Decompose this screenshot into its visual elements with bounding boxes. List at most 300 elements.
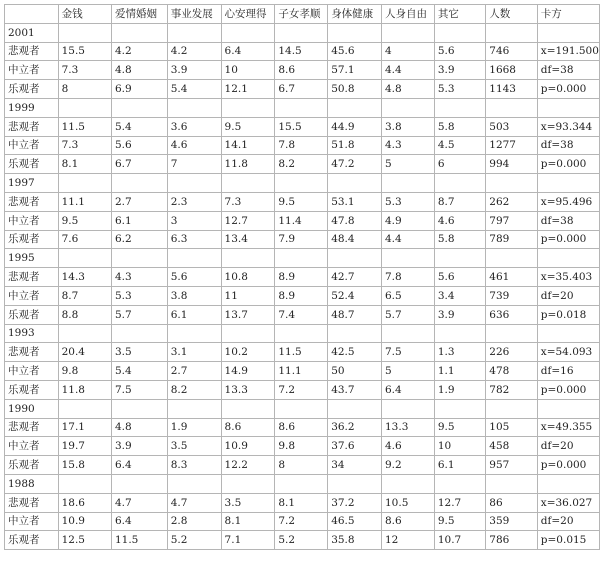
empty-cell bbox=[434, 399, 485, 418]
empty-cell bbox=[58, 23, 111, 42]
row-label: 乐观者 bbox=[5, 456, 59, 475]
table-cell: 47.2 bbox=[328, 155, 382, 174]
table-cell: 50.8 bbox=[328, 80, 382, 99]
empty-cell bbox=[167, 23, 221, 42]
table-cell: 5.4 bbox=[167, 80, 221, 99]
table-cell: df=20 bbox=[537, 437, 599, 456]
table-cell: 6 bbox=[434, 155, 485, 174]
empty-cell bbox=[328, 249, 382, 268]
table-cell: 2.8 bbox=[167, 512, 221, 531]
row-label: 中立者 bbox=[5, 211, 59, 230]
table-cell: 5 bbox=[382, 155, 435, 174]
table-row bbox=[5, 531, 600, 550]
table-cell: 3.9 bbox=[434, 61, 485, 80]
table-cell: 8.2 bbox=[167, 380, 221, 399]
table-cell: 10.8 bbox=[221, 268, 275, 287]
table-cell: df=38 bbox=[537, 211, 599, 230]
table-cell: 6.4 bbox=[111, 512, 167, 531]
table-cell: 15.5 bbox=[58, 42, 111, 61]
column-header: 人身自由 bbox=[382, 5, 435, 24]
table-cell: 9.5 bbox=[434, 512, 485, 531]
table-cell: 797 bbox=[486, 211, 538, 230]
table-cell: x=49.355 bbox=[537, 418, 599, 437]
table-row bbox=[5, 418, 600, 437]
table-cell: 4.3 bbox=[111, 268, 167, 287]
empty-cell bbox=[275, 474, 328, 493]
table-cell: 458 bbox=[486, 437, 538, 456]
table-cell: 3.6 bbox=[167, 117, 221, 136]
table-row bbox=[5, 305, 600, 324]
table-cell: 19.7 bbox=[58, 437, 111, 456]
table-cell: 6.9 bbox=[111, 80, 167, 99]
table-cell: 3.5 bbox=[167, 437, 221, 456]
table-cell: 636 bbox=[486, 305, 538, 324]
year-label: 1997 bbox=[5, 174, 59, 193]
table-cell: 7.5 bbox=[111, 380, 167, 399]
table-cell: 8.6 bbox=[221, 418, 275, 437]
empty-cell bbox=[221, 23, 275, 42]
table-row bbox=[5, 286, 600, 305]
table-cell: x=191.500 bbox=[537, 42, 599, 61]
empty-cell bbox=[537, 98, 599, 117]
column-header: 其它 bbox=[434, 5, 485, 24]
table-cell: 12.7 bbox=[221, 211, 275, 230]
table-cell: 2.7 bbox=[111, 192, 167, 211]
empty-cell bbox=[486, 324, 538, 343]
empty-cell bbox=[167, 399, 221, 418]
table-cell: x=35.403 bbox=[537, 268, 599, 287]
column-header: 爱情婚姻 bbox=[111, 5, 167, 24]
table-cell: 46.5 bbox=[328, 512, 382, 531]
table-cell: 8 bbox=[58, 80, 111, 99]
table-cell: 746 bbox=[486, 42, 538, 61]
table-cell: 14.1 bbox=[221, 136, 275, 155]
empty-cell bbox=[58, 98, 111, 117]
empty-cell bbox=[58, 174, 111, 193]
empty-cell bbox=[221, 174, 275, 193]
table-cell: 10.9 bbox=[58, 512, 111, 531]
table-row bbox=[5, 362, 600, 381]
year-label: 1995 bbox=[5, 249, 59, 268]
row-label: 中立者 bbox=[5, 362, 59, 381]
table-cell: p=0.018 bbox=[537, 305, 599, 324]
table-cell: 262 bbox=[486, 192, 538, 211]
table-cell: 10.7 bbox=[434, 531, 485, 550]
empty-cell bbox=[486, 249, 538, 268]
table-cell: 6.2 bbox=[111, 230, 167, 249]
table-cell: 5.6 bbox=[434, 268, 485, 287]
row-label: 悲观者 bbox=[5, 493, 59, 512]
table-cell: p=0.000 bbox=[537, 380, 599, 399]
table-row bbox=[5, 343, 600, 362]
table-cell: 11.5 bbox=[111, 531, 167, 550]
table-cell: 8.7 bbox=[58, 286, 111, 305]
table-cell: 7.5 bbox=[382, 343, 435, 362]
table-cell: 3.8 bbox=[167, 286, 221, 305]
table-cell: 57.1 bbox=[328, 61, 382, 80]
table-cell: df=38 bbox=[537, 136, 599, 155]
empty-cell bbox=[434, 174, 485, 193]
table-cell: 4.6 bbox=[382, 437, 435, 456]
table-cell: 5.8 bbox=[434, 117, 485, 136]
table-cell: p=0.000 bbox=[537, 230, 599, 249]
table-row bbox=[5, 192, 600, 211]
empty-cell bbox=[111, 324, 167, 343]
table-row bbox=[5, 230, 600, 249]
table-cell: 7.3 bbox=[58, 61, 111, 80]
empty-cell bbox=[328, 23, 382, 42]
column-header: 金钱 bbox=[58, 5, 111, 24]
table-cell: 4 bbox=[382, 42, 435, 61]
column-header: 卡方 bbox=[537, 5, 599, 24]
column-header: 人数 bbox=[486, 5, 538, 24]
empty-cell bbox=[221, 324, 275, 343]
empty-cell bbox=[434, 324, 485, 343]
year-label: 1988 bbox=[5, 474, 59, 493]
table-cell: 5.4 bbox=[111, 362, 167, 381]
year-row bbox=[5, 324, 600, 343]
table-cell: df=16 bbox=[537, 362, 599, 381]
table-cell: 5.4 bbox=[111, 117, 167, 136]
empty-cell bbox=[486, 399, 538, 418]
table-row bbox=[5, 380, 600, 399]
row-label: 悲观者 bbox=[5, 192, 59, 211]
table-cell: 5 bbox=[382, 362, 435, 381]
empty-cell bbox=[167, 249, 221, 268]
empty-cell bbox=[275, 399, 328, 418]
table-cell: 478 bbox=[486, 362, 538, 381]
table-cell: 4.8 bbox=[111, 61, 167, 80]
table-cell: 6.1 bbox=[111, 211, 167, 230]
table-cell: 10.5 bbox=[382, 493, 435, 512]
year-row bbox=[5, 23, 600, 42]
table-cell: 9.5 bbox=[58, 211, 111, 230]
row-label: 乐观者 bbox=[5, 305, 59, 324]
table-cell: 14.9 bbox=[221, 362, 275, 381]
year-row bbox=[5, 249, 600, 268]
empty-cell bbox=[221, 399, 275, 418]
table-cell: 3.5 bbox=[111, 343, 167, 362]
empty-cell bbox=[537, 399, 599, 418]
empty-cell bbox=[111, 98, 167, 117]
table-cell: 8.1 bbox=[275, 493, 328, 512]
table-cell: 4.6 bbox=[167, 136, 221, 155]
table-cell: 8.6 bbox=[382, 512, 435, 531]
table-cell: df=20 bbox=[537, 286, 599, 305]
table-cell: 53.1 bbox=[328, 192, 382, 211]
table-cell: 9.5 bbox=[221, 117, 275, 136]
table-cell: 1.1 bbox=[434, 362, 485, 381]
table-cell: 11.1 bbox=[275, 362, 328, 381]
table-cell: 9.5 bbox=[275, 192, 328, 211]
table-cell: x=95.496 bbox=[537, 192, 599, 211]
table-cell: 5.8 bbox=[434, 230, 485, 249]
table-cell: 5.2 bbox=[275, 531, 328, 550]
table-cell: 7.8 bbox=[275, 136, 328, 155]
table-row bbox=[5, 493, 600, 512]
empty-cell bbox=[275, 98, 328, 117]
table-cell: 10.9 bbox=[221, 437, 275, 456]
table-cell: 3.9 bbox=[111, 437, 167, 456]
empty-cell bbox=[328, 324, 382, 343]
table-cell: 6.4 bbox=[111, 456, 167, 475]
table-cell: 35.8 bbox=[328, 531, 382, 550]
column-header: 子女孝顺 bbox=[275, 5, 328, 24]
table-cell: 8.9 bbox=[275, 268, 328, 287]
empty-cell bbox=[111, 399, 167, 418]
table-body bbox=[5, 5, 600, 550]
table-cell: 7.3 bbox=[58, 136, 111, 155]
empty-cell bbox=[111, 23, 167, 42]
table-cell: 739 bbox=[486, 286, 538, 305]
row-label: 中立者 bbox=[5, 437, 59, 456]
table-cell: 105 bbox=[486, 418, 538, 437]
table-cell: 18.6 bbox=[58, 493, 111, 512]
table-cell: 4.2 bbox=[111, 42, 167, 61]
table-cell: 8.6 bbox=[275, 61, 328, 80]
table-cell: 9.8 bbox=[275, 437, 328, 456]
header-corner-cell bbox=[5, 5, 59, 24]
empty-cell bbox=[486, 23, 538, 42]
table-cell: 2.7 bbox=[167, 362, 221, 381]
empty-cell bbox=[382, 324, 435, 343]
empty-cell bbox=[167, 98, 221, 117]
empty-cell bbox=[537, 174, 599, 193]
table-cell: 1143 bbox=[486, 80, 538, 99]
table-cell: 9.8 bbox=[58, 362, 111, 381]
table-cell: 5.6 bbox=[167, 268, 221, 287]
table-cell: 3 bbox=[167, 211, 221, 230]
table-cell: p=0.015 bbox=[537, 531, 599, 550]
header-row bbox=[5, 5, 600, 24]
empty-cell bbox=[537, 324, 599, 343]
table-cell: 7.3 bbox=[221, 192, 275, 211]
table-cell: 7.9 bbox=[275, 230, 328, 249]
table-cell: 3.5 bbox=[221, 493, 275, 512]
table-cell: 36.2 bbox=[328, 418, 382, 437]
table-cell: 8.8 bbox=[58, 305, 111, 324]
empty-cell bbox=[58, 249, 111, 268]
empty-cell bbox=[486, 174, 538, 193]
table-cell: 15.8 bbox=[58, 456, 111, 475]
table-cell: 11.5 bbox=[58, 117, 111, 136]
year-label: 1999 bbox=[5, 98, 59, 117]
year-label: 1990 bbox=[5, 399, 59, 418]
table-cell: 14.5 bbox=[275, 42, 328, 61]
year-row bbox=[5, 474, 600, 493]
table-cell: 15.5 bbox=[275, 117, 328, 136]
table-cell: 3.4 bbox=[434, 286, 485, 305]
table-cell: 4.8 bbox=[382, 80, 435, 99]
empty-cell bbox=[328, 174, 382, 193]
empty-cell bbox=[111, 474, 167, 493]
table-cell: 10 bbox=[434, 437, 485, 456]
empty-cell bbox=[537, 249, 599, 268]
table-row bbox=[5, 155, 600, 174]
table-cell: 13.7 bbox=[221, 305, 275, 324]
table-cell: x=54.093 bbox=[537, 343, 599, 362]
table-cell: 4.7 bbox=[111, 493, 167, 512]
table-cell: 789 bbox=[486, 230, 538, 249]
year-row bbox=[5, 399, 600, 418]
column-header: 心安理得 bbox=[221, 5, 275, 24]
empty-cell bbox=[328, 474, 382, 493]
table-cell: 6.1 bbox=[434, 456, 485, 475]
table-cell: 4.5 bbox=[434, 136, 485, 155]
table-row bbox=[5, 80, 600, 99]
row-label: 乐观者 bbox=[5, 380, 59, 399]
table-cell: 5.6 bbox=[111, 136, 167, 155]
table-cell: 7.2 bbox=[275, 512, 328, 531]
table-cell: 42.5 bbox=[328, 343, 382, 362]
table-row bbox=[5, 437, 600, 456]
table-cell: 9.2 bbox=[382, 456, 435, 475]
table-cell: 10 bbox=[221, 61, 275, 80]
empty-cell bbox=[167, 474, 221, 493]
year-label: 2001 bbox=[5, 23, 59, 42]
table-cell: p=0.000 bbox=[537, 80, 599, 99]
table-cell: 6.5 bbox=[382, 286, 435, 305]
table-cell: 8.9 bbox=[275, 286, 328, 305]
table-cell: 10.2 bbox=[221, 343, 275, 362]
table-cell: 11.8 bbox=[221, 155, 275, 174]
year-row bbox=[5, 98, 600, 117]
table-cell: 4.4 bbox=[382, 61, 435, 80]
survey-table-container bbox=[4, 4, 600, 550]
empty-cell bbox=[111, 249, 167, 268]
table-cell: 44.9 bbox=[328, 117, 382, 136]
table-cell: 1668 bbox=[486, 61, 538, 80]
table-cell: 12.7 bbox=[434, 493, 485, 512]
table-cell: 5.2 bbox=[167, 531, 221, 550]
row-label: 悲观者 bbox=[5, 418, 59, 437]
empty-cell bbox=[275, 324, 328, 343]
table-cell: 4.4 bbox=[382, 230, 435, 249]
table-cell: 5.6 bbox=[434, 42, 485, 61]
table-cell: 4.2 bbox=[167, 42, 221, 61]
table-cell: 11.1 bbox=[58, 192, 111, 211]
table-row bbox=[5, 136, 600, 155]
empty-cell bbox=[58, 474, 111, 493]
row-label: 乐观者 bbox=[5, 531, 59, 550]
table-cell: 4.9 bbox=[382, 211, 435, 230]
table-cell: 782 bbox=[486, 380, 538, 399]
empty-cell bbox=[221, 249, 275, 268]
empty-cell bbox=[167, 324, 221, 343]
table-cell: 12.2 bbox=[221, 456, 275, 475]
table-cell: 17.1 bbox=[58, 418, 111, 437]
table-row bbox=[5, 512, 600, 531]
table-cell: 4.8 bbox=[111, 418, 167, 437]
table-cell: df=38 bbox=[537, 61, 599, 80]
table-cell: 8.1 bbox=[221, 512, 275, 531]
table-cell: 1277 bbox=[486, 136, 538, 155]
table-cell: 37.2 bbox=[328, 493, 382, 512]
row-label: 中立者 bbox=[5, 286, 59, 305]
table-cell: p=0.000 bbox=[537, 155, 599, 174]
table-cell: 11.4 bbox=[275, 211, 328, 230]
table-cell: 34 bbox=[328, 456, 382, 475]
row-label: 悲观者 bbox=[5, 42, 59, 61]
table-cell: 8.2 bbox=[275, 155, 328, 174]
table-cell: 11.5 bbox=[275, 343, 328, 362]
empty-cell bbox=[434, 474, 485, 493]
table-cell: 7.8 bbox=[382, 268, 435, 287]
table-row bbox=[5, 42, 600, 61]
table-cell: 86 bbox=[486, 493, 538, 512]
empty-cell bbox=[434, 23, 485, 42]
empty-cell bbox=[111, 174, 167, 193]
table-cell: 1.3 bbox=[434, 343, 485, 362]
row-label: 悲观者 bbox=[5, 268, 59, 287]
year-label: 1993 bbox=[5, 324, 59, 343]
table-cell: 4.6 bbox=[434, 211, 485, 230]
table-cell: 11.8 bbox=[58, 380, 111, 399]
empty-cell bbox=[537, 474, 599, 493]
empty-cell bbox=[328, 98, 382, 117]
table-cell: 12.5 bbox=[58, 531, 111, 550]
table-cell: 14.3 bbox=[58, 268, 111, 287]
table-cell: 7.6 bbox=[58, 230, 111, 249]
empty-cell bbox=[382, 174, 435, 193]
empty-cell bbox=[58, 324, 111, 343]
empty-cell bbox=[382, 23, 435, 42]
empty-cell bbox=[275, 23, 328, 42]
table-cell: 1.9 bbox=[167, 418, 221, 437]
row-label: 中立者 bbox=[5, 136, 59, 155]
empty-cell bbox=[58, 399, 111, 418]
table-cell: 20.4 bbox=[58, 343, 111, 362]
empty-cell bbox=[434, 249, 485, 268]
empty-cell bbox=[275, 249, 328, 268]
table-cell: 461 bbox=[486, 268, 538, 287]
table-cell: 9.5 bbox=[434, 418, 485, 437]
empty-cell bbox=[537, 23, 599, 42]
table-cell: 13.4 bbox=[221, 230, 275, 249]
table-row bbox=[5, 61, 600, 80]
table-cell: x=36.027 bbox=[537, 493, 599, 512]
table-cell: 48.7 bbox=[328, 305, 382, 324]
table-cell: 5.3 bbox=[111, 286, 167, 305]
row-label: 中立者 bbox=[5, 512, 59, 531]
year-row bbox=[5, 174, 600, 193]
table-cell: 48.4 bbox=[328, 230, 382, 249]
table-cell: 50 bbox=[328, 362, 382, 381]
table-cell: 7.2 bbox=[275, 380, 328, 399]
table-cell: 8.7 bbox=[434, 192, 485, 211]
empty-cell bbox=[382, 249, 435, 268]
table-cell: 7.1 bbox=[221, 531, 275, 550]
row-label: 乐观者 bbox=[5, 155, 59, 174]
table-cell: 6.1 bbox=[167, 305, 221, 324]
table-cell: 503 bbox=[486, 117, 538, 136]
table-cell: 4.7 bbox=[167, 493, 221, 512]
table-cell: 7 bbox=[167, 155, 221, 174]
table-cell: 3.9 bbox=[434, 305, 485, 324]
table-cell: 13.3 bbox=[221, 380, 275, 399]
table-row bbox=[5, 117, 600, 136]
table-cell: 226 bbox=[486, 343, 538, 362]
table-cell: 6.3 bbox=[167, 230, 221, 249]
empty-cell bbox=[221, 98, 275, 117]
table-cell: 45.6 bbox=[328, 42, 382, 61]
row-label: 乐观者 bbox=[5, 80, 59, 99]
table-cell: 8.1 bbox=[58, 155, 111, 174]
table-cell: 47.8 bbox=[328, 211, 382, 230]
table-row bbox=[5, 211, 600, 230]
table-cell: 3.8 bbox=[382, 117, 435, 136]
table-cell: 52.4 bbox=[328, 286, 382, 305]
